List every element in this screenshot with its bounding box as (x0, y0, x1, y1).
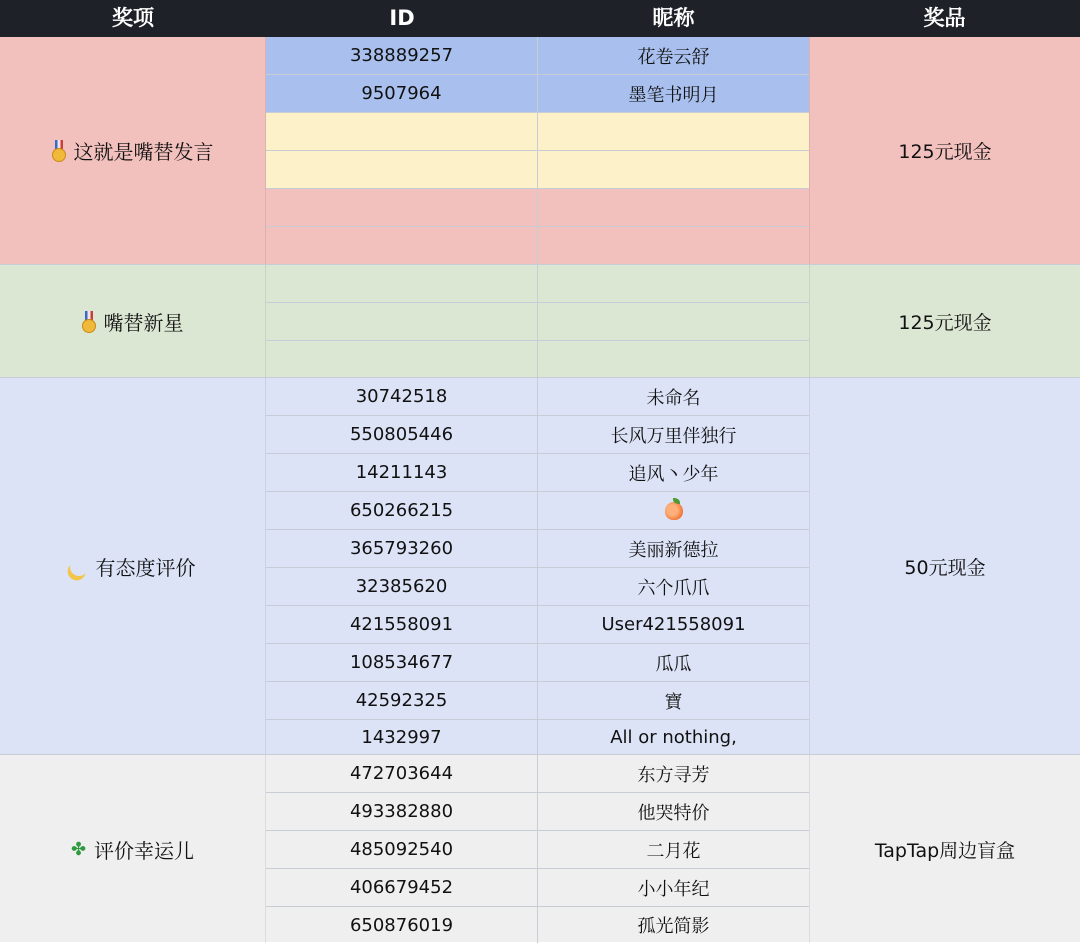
nickname-cell: 瓜瓜 (655, 653, 692, 675)
table-row (266, 341, 809, 378)
prize-cell: 125元现金 (809, 265, 1080, 378)
nickname-cell: 孤光简影 (637, 916, 710, 937)
nickname-cell (538, 492, 809, 529)
nickname-cell (538, 227, 809, 264)
id-cell: 14211143 (266, 454, 538, 491)
id-cell: 32385620 (266, 568, 538, 605)
prize-cell: 50元现金 (809, 378, 1080, 755)
medal-icon (82, 311, 96, 333)
award-group-4 (0, 754, 1080, 942)
table-row (266, 831, 809, 869)
medal-icon (52, 140, 66, 162)
award-category-label: 这就是嘴替发言 (73, 140, 214, 164)
prize-cell: TapTap周边盲盒 (809, 755, 1080, 943)
id-cell: 30742518 (266, 378, 538, 415)
nickname-cell: 寶 (664, 691, 683, 713)
nickname-cell: 花卷云舒 (637, 46, 710, 68)
table-row (266, 113, 809, 151)
id-cell: 406679452 (266, 869, 538, 906)
prize-cell: 125元现金 (809, 37, 1080, 264)
id-cell (266, 189, 538, 226)
id-cell: 42592325 (266, 682, 538, 719)
table-row (266, 265, 809, 303)
table-row (266, 37, 809, 75)
table-row (266, 378, 809, 416)
table-row (266, 644, 809, 682)
id-cell: 421558091 (266, 606, 538, 643)
id-cell (266, 113, 538, 150)
award-category-label: 评价幸运儿 (94, 838, 195, 863)
nickname-cell: 未命名 (646, 387, 701, 409)
table-row (266, 416, 809, 454)
id-cell: 493382880 (266, 793, 538, 830)
id-cell: 365793260 (266, 530, 538, 567)
table-row (266, 530, 809, 568)
award-category-cell (0, 265, 266, 378)
header-nickname: 昵称 (652, 6, 695, 30)
award-group-2 (0, 264, 1080, 377)
nickname-cell: 小小年纪 (637, 878, 710, 900)
table-row (266, 492, 809, 530)
id-cell (266, 303, 538, 340)
id-cell: 650876019 (266, 907, 538, 943)
table-header (0, 0, 1080, 37)
id-cell: 650266215 (266, 492, 538, 529)
header-prize: 奖品 (923, 6, 966, 30)
nickname-cell (538, 151, 809, 188)
nickname-cell: 六个爪爪 (637, 577, 710, 599)
moon-icon (67, 555, 91, 579)
id-cell (266, 341, 538, 378)
award-category-cell (0, 378, 266, 755)
table-row (266, 568, 809, 606)
table-row (266, 151, 809, 189)
header-award: 奖项 (112, 6, 154, 30)
table-row (266, 720, 809, 755)
id-cell (266, 265, 538, 302)
nickname-cell: 长风万里伴独行 (610, 425, 737, 447)
award-group-1 (0, 37, 1080, 264)
award-category-label: 有态度评价 (95, 556, 196, 580)
peach-icon (665, 502, 683, 520)
id-cell (266, 151, 538, 188)
nickname-cell: User421558091 (601, 614, 746, 635)
award-category-cell (0, 37, 266, 264)
nickname-cell: 二月花 (646, 840, 701, 862)
table-row (266, 227, 809, 264)
winner-rows (266, 378, 809, 755)
table-row (266, 907, 809, 943)
id-cell (266, 227, 538, 264)
nickname-cell (538, 189, 809, 226)
winner-rows (266, 265, 809, 378)
award-category-cell (0, 755, 266, 943)
nickname-cell (538, 265, 809, 302)
table-row (266, 454, 809, 492)
nickname-cell: 美丽新德拉 (628, 539, 719, 561)
award-category-label: 嘴替新星 (103, 311, 184, 335)
clover-icon: ✤ (70, 838, 87, 860)
nickname-cell: 墨笔书明月 (628, 84, 719, 106)
nickname-cell (538, 113, 809, 150)
nickname-cell: 东方寻芳 (637, 764, 710, 786)
id-cell: 1432997 (266, 720, 538, 755)
table-row (266, 682, 809, 720)
nickname-cell (538, 303, 809, 340)
id-cell: 108534677 (266, 644, 538, 681)
table-row (266, 755, 809, 793)
id-cell: 9507964 (266, 75, 538, 112)
header-id: ID (389, 6, 415, 30)
winner-rows (266, 755, 809, 943)
table-row (266, 303, 809, 341)
nickname-cell (538, 341, 809, 378)
table-row (266, 189, 809, 227)
winner-rows (266, 37, 809, 264)
table-row (266, 75, 809, 113)
id-cell: 485092540 (266, 831, 538, 868)
award-group-3 (0, 377, 1080, 754)
table-row (266, 606, 809, 644)
id-cell: 338889257 (266, 37, 538, 74)
table-row (266, 869, 809, 907)
nickname-cell: All or nothing, (610, 727, 737, 748)
nickname-cell: 追风丶少年 (628, 463, 719, 485)
id-cell: 550805446 (266, 416, 538, 453)
id-cell: 472703644 (266, 755, 538, 792)
table-row (266, 793, 809, 831)
nickname-cell: 他哭特价 (637, 802, 710, 824)
